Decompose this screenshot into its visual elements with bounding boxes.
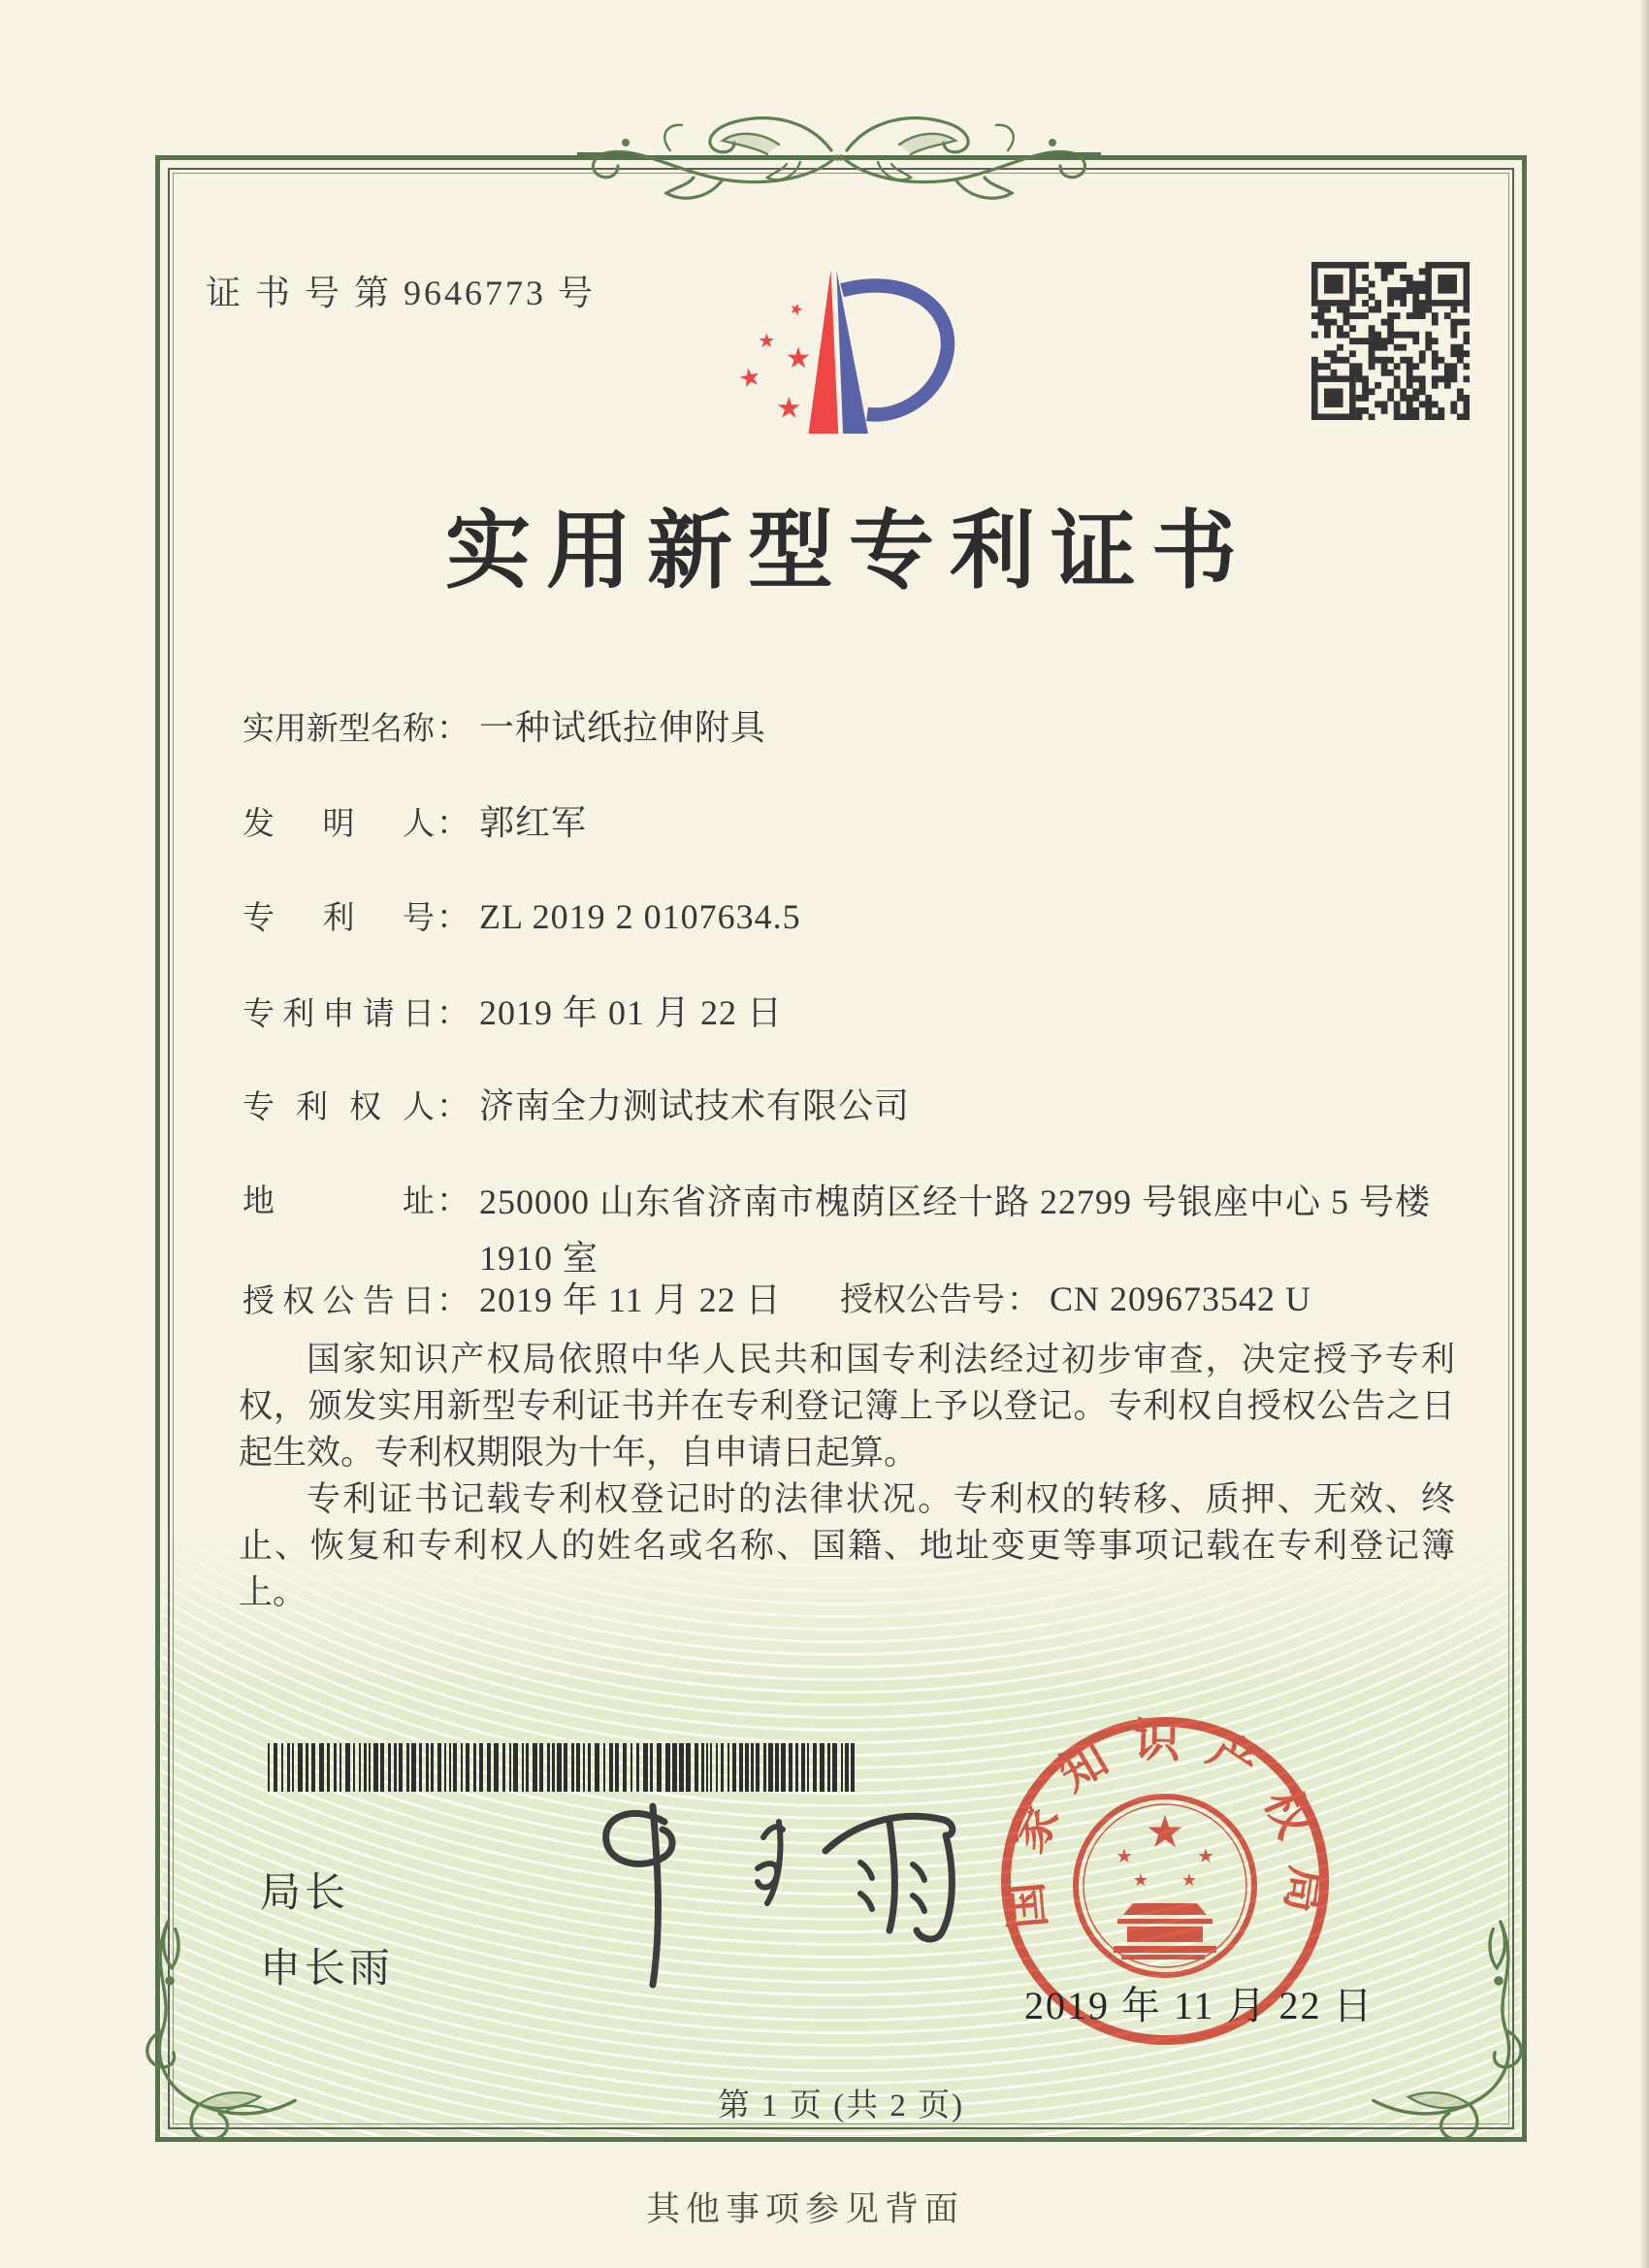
field-value: 济南全力测试技术有限公司	[479, 1086, 911, 1125]
field-value: ZL 2019 2 0107634.5	[479, 897, 801, 936]
field-colon: ：	[436, 1089, 469, 1125]
qr-code	[1311, 262, 1470, 420]
field-label: 授权公告日	[242, 1284, 435, 1319]
field-label: 发明人	[242, 807, 435, 842]
svg-text:★: ★	[1180, 1870, 1198, 1891]
field-inventor	[242, 795, 1484, 845]
svg-text:★: ★	[1197, 1844, 1214, 1867]
field-label: 授权公告号	[840, 1282, 1005, 1318]
field-colon: ：	[436, 1283, 469, 1319]
cnipa-logo-icon	[728, 260, 960, 446]
certificate-title: 实用新型专利证书	[444, 505, 1252, 599]
scan-edge-shadow	[1639, 0, 1649, 2268]
svg-text:★: ★	[1145, 1805, 1185, 1858]
field-value: 250000 山东省济南市槐荫区经十路 22799 号银座中心 5 号楼 1910 室	[479, 1183, 1432, 1278]
field-patent-no	[242, 891, 1484, 938]
legal-text	[239, 1337, 1455, 1616]
field-name	[242, 700, 1484, 750]
svg-text:★: ★	[758, 328, 776, 352]
svg-text:★: ★	[776, 391, 802, 426]
field-label: 实用新型名称	[242, 712, 435, 747]
signature-icon	[519, 1795, 1004, 2003]
director-title: 局长	[260, 1871, 350, 1916]
seal-date: 2019 年 11 月 22 日	[1024, 1984, 1374, 2027]
svg-text:★: ★	[1132, 1870, 1149, 1891]
field-grant	[242, 1273, 1484, 1322]
field-address	[242, 1174, 1484, 1286]
field-colon: ：	[436, 711, 469, 747]
legal-paragraph-1: 国家知识产权局依照中华人民共和国专利法经过初步审查，决定授予专利权，颁发实用新型专利证书并在专利登记簿上予以登记。专利权自授权公告之日起生效。专利权期限为十年，自申请日起算。	[239, 1341, 1455, 1472]
svg-text:★: ★	[787, 298, 806, 320]
page-number: 第 1 页 (共 2 页)	[717, 2089, 965, 2123]
director-name: 申长雨	[260, 1947, 395, 1992]
certificate-number: 证 书 号 第 9646773 号	[206, 274, 597, 312]
field-label: 地址	[242, 1184, 435, 1219]
field-colon: ：	[436, 900, 469, 936]
field-value: 2019 年 11 月 22 日	[479, 1280, 782, 1319]
field-colon: ：	[436, 996, 469, 1032]
barcode	[268, 1743, 861, 1792]
field-label: 专利号	[242, 901, 435, 936]
field-patentee	[242, 1079, 1484, 1128]
back-note: 其他事项参见背面	[645, 2190, 964, 2228]
field-value: CN 209673542 U	[1050, 1280, 1312, 1318]
legal-paragraph-2: 专利证书记载专利权登记时的法律状况。专利权的转移、质押、无效、终止、恢复和专利权人的姓名或名称、国籍、地址变更等事项记载在专利登记簿上。	[239, 1480, 1455, 1611]
dragon-ornament-icon	[577, 92, 1101, 218]
field-label: 专利权人	[242, 1090, 435, 1125]
field-value: 一种试纸拉伸附具	[479, 708, 767, 747]
svg-text:★: ★	[735, 361, 764, 396]
field-value: 郭红军	[479, 803, 588, 842]
field-colon: ：	[436, 806, 469, 842]
field-value: 2019 年 01 月 22 日	[479, 993, 784, 1032]
svg-text:★: ★	[785, 340, 812, 375]
field-label: 专利申请日	[242, 997, 435, 1032]
field-colon: ：	[436, 1183, 469, 1219]
svg-text:★: ★	[1116, 1844, 1133, 1867]
field-colon: ：	[1007, 1282, 1040, 1318]
field-filing-date	[242, 986, 1484, 1035]
national-emblem-icon	[1076, 1797, 1254, 1975]
field-grant-no	[840, 1273, 1311, 1320]
seal-text: 国家知识产权局	[997, 1715, 1334, 1940]
